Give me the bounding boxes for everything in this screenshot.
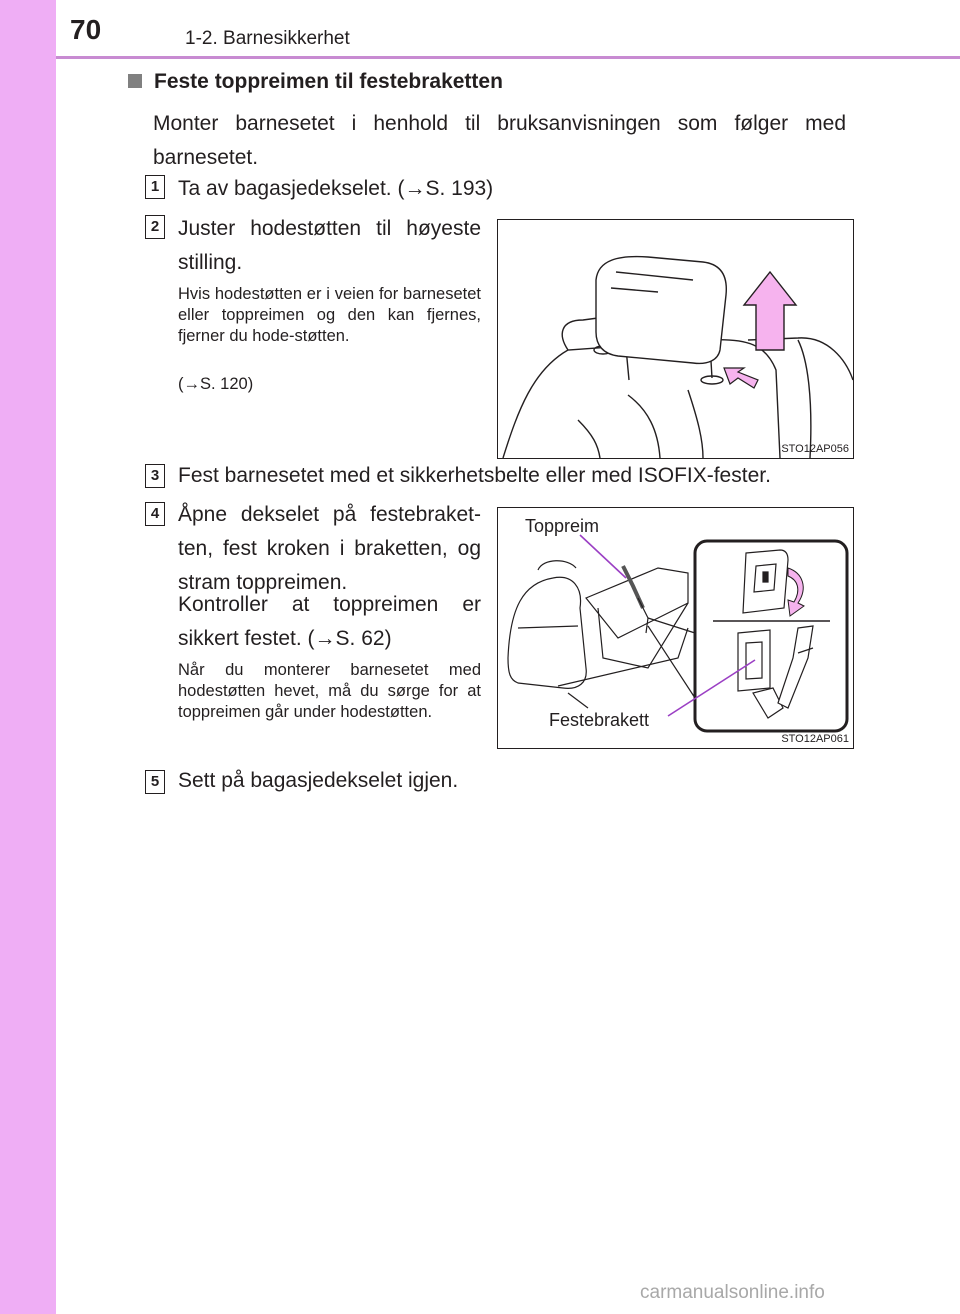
- step-1-text: Ta av bagasjedekselet. (→S. 193): [178, 177, 494, 200]
- section-heading: [128, 70, 503, 94]
- headrest-illustration: [498, 220, 853, 458]
- page-number: 70: [70, 14, 102, 45]
- step-4-note: Når du monterer barnesetet med hodestøtten hevet, må du sørge for at toppreimen går under hodestøtten.: [178, 661, 481, 721]
- header-rule: [56, 56, 960, 59]
- side-color-band: [0, 0, 56, 1314]
- watermark: carmanualsonline.info: [640, 1282, 825, 1303]
- step-4-text-2: Kontroller at toppreimen er sikkert festet. (→S. 62): [178, 593, 481, 650]
- section-title: 1-2. Barnesikkerhet: [185, 28, 350, 49]
- figure-2-code: STO12AP061: [781, 733, 849, 745]
- heading-text: Feste toppreimen til festebraketten: [154, 70, 503, 93]
- intro-text: Monter barnesetet i henhold til bruksanvisningen som følger med barnesetet.: [153, 112, 846, 169]
- figure-1-code: STO12AP056: [781, 443, 849, 455]
- step-number-2: 2: [145, 215, 165, 239]
- label-toppreim: Toppreim: [525, 516, 600, 536]
- step-5-text: Sett på bagasjedekselet igjen.: [178, 769, 459, 792]
- step-4-text: Åpne dekselet på festebraket-ten, fest kroken i braketten, og stram toppreimen.: [178, 503, 481, 594]
- square-bullet-icon: [128, 74, 142, 88]
- step-number-3: 3: [145, 464, 165, 488]
- step-3-text: Fest barnesetet med et sikkerhetsbelte eller med ISOFIX-fester.: [178, 464, 771, 487]
- step-number-1: 1: [145, 175, 165, 199]
- step-2-text: Juster hodestøtten til høyeste stilling.: [178, 217, 481, 274]
- figure-headrest: [497, 219, 854, 459]
- figure-anchor-bracket: [497, 507, 854, 749]
- step-number-4: 4: [145, 502, 165, 526]
- step-2-note: Hvis hodestøtten er i veien for barnesetet eller toppreimen og den kan fjernes, fjerner du hode-støtten.: [178, 285, 481, 345]
- step-2-ref: (→S. 120): [178, 375, 254, 393]
- label-festebrakett: Festebrakett: [549, 710, 650, 730]
- step-number-5: 5: [145, 770, 165, 794]
